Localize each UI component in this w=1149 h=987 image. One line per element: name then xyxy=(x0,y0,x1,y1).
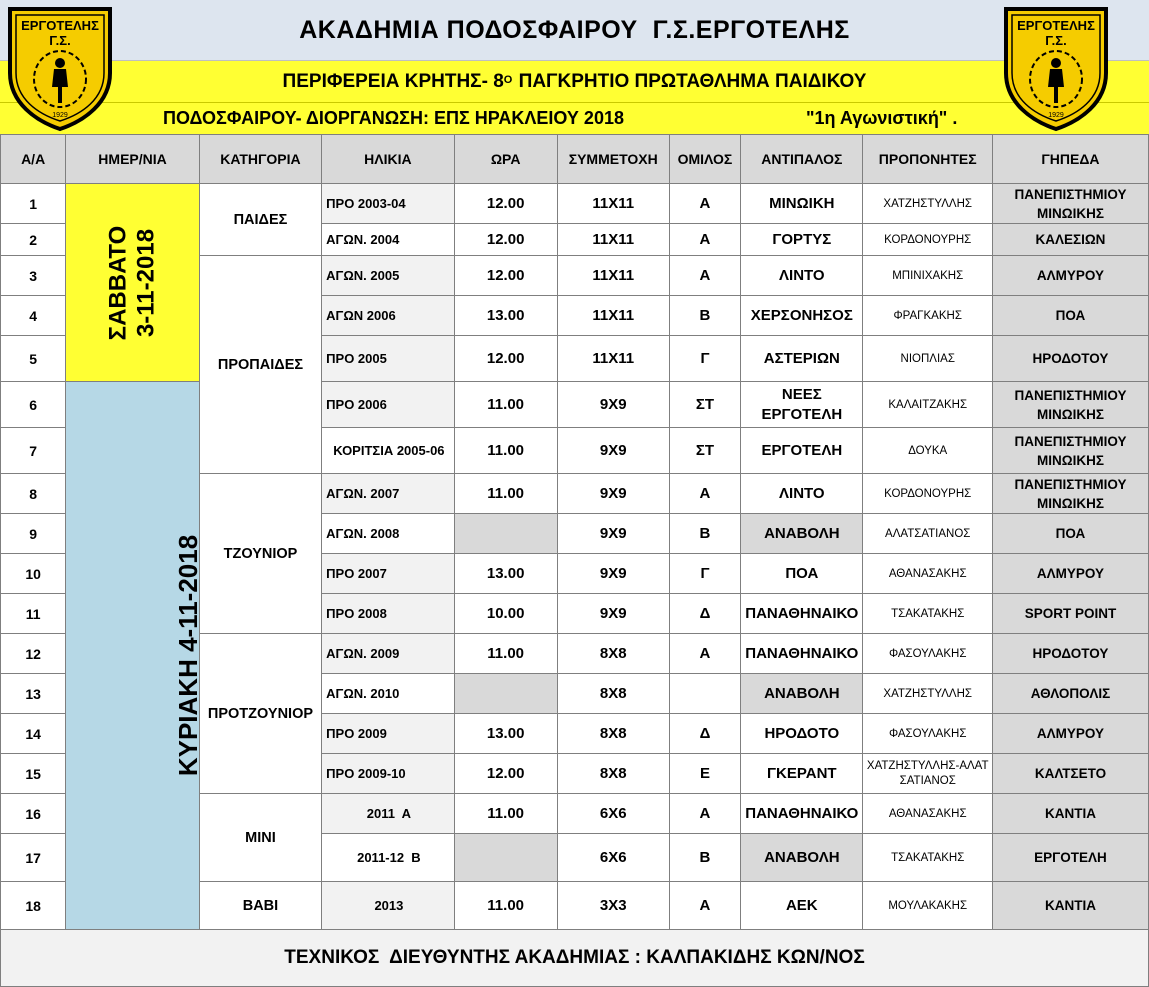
row-number: 10 xyxy=(1,554,66,594)
table-row xyxy=(1,382,1149,428)
time-cell xyxy=(454,514,557,554)
col-header-opponent: ΑΝΤΙΠΑΛΟΣ xyxy=(741,135,863,184)
row-number: 6 xyxy=(1,382,66,428)
age-cell: ΠΡΟ 2003-04 xyxy=(322,184,455,224)
time-cell: 11.00 xyxy=(454,428,557,474)
opponent-cell: ΓΚΕΡΑΝΤ xyxy=(741,754,863,794)
time-cell: 12.00 xyxy=(454,184,557,224)
age-cell: ΑΓΩΝ. 2009 xyxy=(322,634,455,674)
time-cell: 12.00 xyxy=(454,754,557,794)
row-number: 18 xyxy=(1,882,66,930)
group-cell: Α xyxy=(669,256,740,296)
group-cell xyxy=(669,674,740,714)
participation-cell: 11Χ11 xyxy=(557,296,669,336)
group-cell: Δ xyxy=(669,714,740,754)
group-cell: Ε xyxy=(669,754,740,794)
row-number: 14 xyxy=(1,714,66,754)
venue-cell: ΠΟΑ xyxy=(992,296,1148,336)
participation-cell: 9Χ9 xyxy=(557,594,669,634)
coach-cell: ΜΠΙΝΙΧΑΚΗΣ xyxy=(863,256,992,296)
category-propaides: ΠΡΟΠΑΙΔΕΣ xyxy=(199,256,321,474)
participation-cell: 9Χ9 xyxy=(557,514,669,554)
day-sunday-label: ΚΥΡΙΑΚΗ 4-11-2018 xyxy=(173,534,204,777)
opponent-cell: ΕΡΓΟΤΕΛΗ xyxy=(741,428,863,474)
group-cell: Β xyxy=(669,514,740,554)
venue-cell: ΠΑΝΕΠΙΣΤΗΜΙΟΥ ΜΙΝΩΙΚΗΣ xyxy=(992,428,1148,474)
row-number: 5 xyxy=(1,336,66,382)
day-saturday-label: ΣΑΒΒΑΤΟ 3-11-2018 xyxy=(104,225,160,340)
row-number: 4 xyxy=(1,296,66,336)
logo-left-year: 1929 xyxy=(52,112,68,119)
age-cell: ΠΡΟ 2006 xyxy=(322,382,455,428)
opponent-cell: ΠΑΝΑΘΗΝΑΙΚΟ xyxy=(741,794,863,834)
group-cell: Γ xyxy=(669,336,740,382)
schedule-table xyxy=(0,134,1149,930)
time-cell: 12.00 xyxy=(454,336,557,382)
footer-text: ΤΕΧΝΙΚΟΣ ΔΙΕΥΘΥΝΤΗΣ ΑΚΑΔΗΜΙΑΣ : ΚΑΛΠΑΚΙΔΗΣ ΚΩΝ/ΝΟΣ xyxy=(284,947,865,968)
row-number: 3 xyxy=(1,256,66,296)
category-tzounior: ΤΖΟΥΝΙΟΡ xyxy=(199,474,321,634)
opponent-cell: ΧΕΡΣΟΝΗΣΟΣ xyxy=(741,296,863,336)
participation-cell: 11Χ11 xyxy=(557,256,669,296)
participation-cell: 8Χ8 xyxy=(557,674,669,714)
venue-cell: ΚΑΛΕΣΙΩΝ xyxy=(992,224,1148,256)
opponent-cell: ΑΝΑΒΟΛΗ xyxy=(741,674,863,714)
venue-cell: ΠΑΝΕΠΙΣΤΗΜΙΟΥ ΜΙΝΩΙΚΗΣ xyxy=(992,184,1148,224)
age-cell: ΑΓΩΝ. 2004 xyxy=(322,224,455,256)
opponent-cell: ΑΝΑΒΟΛΗ xyxy=(741,514,863,554)
opponent-cell: ΑΣΤΕΡΙΩΝ xyxy=(741,336,863,382)
row-number: 11 xyxy=(1,594,66,634)
organizer-line xyxy=(0,102,1149,134)
page-title-text: ΑΚΑΔΗΜΙΑ ΠΟΔΟΣΦΑΙΡΟΥ Γ.Σ.ΕΡΓΟΤΕΛΗΣ xyxy=(299,15,850,44)
opponent-cell: ΑΝΑΒΟΛΗ xyxy=(741,834,863,882)
participation-cell: 6Χ6 xyxy=(557,834,669,882)
venue-cell: ΠΑΝΕΠΙΣΤΗΜΙΟΥ ΜΙΝΩΙΚΗΣ xyxy=(992,474,1148,514)
category-paides: ΠΑΙΔΕΣ xyxy=(199,184,321,256)
coach-cell: ΧΑΤΖΗΣΤΥΛΛΗΣ-ΑΛΑΤΣΑΤΙΑΝΟΣ xyxy=(863,754,992,794)
round-text: "1η Αγωνιστική" . xyxy=(806,108,958,128)
row-number: 12 xyxy=(1,634,66,674)
col-header-group: ΟΜΙΛΟΣ xyxy=(669,135,740,184)
coach-cell: ΤΣΑΚΑΤΑΚΗΣ xyxy=(863,594,992,634)
coach-cell: ΦΑΣΟΥΛΑΚΗΣ xyxy=(863,634,992,674)
participation-cell: 8Χ8 xyxy=(557,754,669,794)
opponent-cell: ΗΡΟΔΟΤΟ xyxy=(741,714,863,754)
col-header-participation: ΣΥΜΜΕΤΟΧΗ xyxy=(557,135,669,184)
time-cell xyxy=(454,674,557,714)
time-cell: 11.00 xyxy=(454,794,557,834)
group-cell: Γ xyxy=(669,554,740,594)
participation-cell: 11Χ11 xyxy=(557,336,669,382)
group-cell: ΣΤ xyxy=(669,428,740,474)
age-cell: ΠΡΟ 2008 xyxy=(322,594,455,634)
venue-cell: ΠΑΝΕΠΙΣΤΗΜΙΟΥ ΜΙΝΩΙΚΗΣ xyxy=(992,382,1148,428)
time-cell: 11.00 xyxy=(454,882,557,930)
subtitle-before: ΠΕΡΙΦΕΡΕΙΑ ΚΡΗΤΗΣ- 8 xyxy=(282,70,504,92)
page-title xyxy=(0,0,1149,61)
col-header-date: ΗΜΕΡ/ΝΙΑ xyxy=(66,135,200,184)
venue-cell: ΗΡΟΔΟΤΟΥ xyxy=(992,634,1148,674)
participation-cell: 3Χ3 xyxy=(557,882,669,930)
logo-right-year: 1929 xyxy=(1048,112,1064,119)
coach-cell: ΧΑΤΖΗΣΤΥΛΛΗΣ xyxy=(863,184,992,224)
opponent-cell: ΠΑΝΑΘΗΝΑΙΚΟ xyxy=(741,634,863,674)
participation-cell: 6Χ6 xyxy=(557,794,669,834)
participation-cell: 11Χ11 xyxy=(557,184,669,224)
footer-director xyxy=(0,929,1149,987)
row-number: 17 xyxy=(1,834,66,882)
time-cell: 13.00 xyxy=(454,296,557,336)
logo-right-name: ΕΡΓΟΤΕΛΗΣ xyxy=(1017,18,1095,33)
category-bavi: ΒΑΒΙ xyxy=(199,882,321,930)
time-cell: 11.00 xyxy=(454,382,557,428)
group-cell: Α xyxy=(669,474,740,514)
age-cell: ΠΡΟ 2009-10 xyxy=(322,754,455,794)
day-sunday xyxy=(66,382,204,930)
time-cell: 13.00 xyxy=(454,554,557,594)
participation-cell: 8Χ8 xyxy=(557,634,669,674)
col-header-aa: Α/Α xyxy=(1,135,66,184)
group-cell: Α xyxy=(669,224,740,256)
group-cell: Β xyxy=(669,296,740,336)
time-cell: 12.00 xyxy=(454,224,557,256)
row-number: 1 xyxy=(1,184,66,224)
coach-cell: ΑΘΑΝΑΣΑΚΗΣ xyxy=(863,794,992,834)
time-cell: 13.00 xyxy=(454,714,557,754)
day-saturday xyxy=(66,184,200,382)
col-header-coaches: ΠΡΟΠΟΝΗΤΕΣ xyxy=(863,135,992,184)
club-logo-right xyxy=(1000,3,1112,131)
coach-cell: ΑΘΑΝΑΣΑΚΗΣ xyxy=(863,554,992,594)
table-header-row xyxy=(1,135,1149,184)
age-cell: 2011 Α xyxy=(322,794,455,834)
coach-cell: ΚΟΡΔΟΝΟΥΡΗΣ xyxy=(863,474,992,514)
participation-cell: 11Χ11 xyxy=(557,224,669,256)
venue-cell: ΚΑΛΤΣΕΤΟ xyxy=(992,754,1148,794)
age-cell: ΠΡΟ 2007 xyxy=(322,554,455,594)
age-cell: ΑΓΩΝ. 2010 xyxy=(322,674,455,714)
group-cell: Α xyxy=(669,882,740,930)
age-cell: ΑΓΩΝ. 2005 xyxy=(322,256,455,296)
coach-cell: ΑΛΑΤΣΑΤΙΑΝΟΣ xyxy=(863,514,992,554)
category-protzounior: ΠΡΟΤΖΟΥΝΙΟΡ xyxy=(199,634,321,794)
subtitle-line xyxy=(0,61,1149,102)
subtitle-sup: Ο xyxy=(503,73,513,86)
venue-cell: ΕΡΓΟΤΕΛΗ xyxy=(992,834,1148,882)
opponent-cell: ΠΟΑ xyxy=(741,554,863,594)
age-cell: ΠΡΟ 2009 xyxy=(322,714,455,754)
venue-cell: ΑΘΛΟΠΟΛΙΣ xyxy=(992,674,1148,714)
age-cell: ΠΡΟ 2005 xyxy=(322,336,455,382)
row-number: 7 xyxy=(1,428,66,474)
logo-right-abbr: Γ.Σ. xyxy=(1045,33,1067,48)
club-logo-left xyxy=(4,3,116,131)
coach-cell: ΝΙΟΠΛΙΑΣ xyxy=(863,336,992,382)
participation-cell: 9Χ9 xyxy=(557,382,669,428)
row-number: 13 xyxy=(1,674,66,714)
time-cell: 12.00 xyxy=(454,256,557,296)
row-number: 8 xyxy=(1,474,66,514)
venue-cell: SPORT POINT xyxy=(992,594,1148,634)
table-row xyxy=(1,184,1149,224)
age-cell: ΑΓΩΝ. 2008 xyxy=(322,514,455,554)
col-header-category: ΚΑΤΗΓΟΡΙΑ xyxy=(199,135,321,184)
age-cell: ΑΓΩΝ. 2007 xyxy=(322,474,455,514)
opponent-cell: ΓΟΡΤΥΣ xyxy=(741,224,863,256)
opponent-cell: ΑΕΚ xyxy=(741,882,863,930)
venue-cell: ΚΑΝΤΙΑ xyxy=(992,794,1148,834)
category-mini: ΜΙΝΙ xyxy=(199,794,321,882)
coach-cell: ΤΣΑΚΑΤΑΚΗΣ xyxy=(863,834,992,882)
group-cell: Β xyxy=(669,834,740,882)
opponent-cell: ΛΙΝΤΟ xyxy=(741,474,863,514)
age-cell: ΚΟΡΙΤΣΙΑ 2005-06 xyxy=(322,428,455,474)
coach-cell: ΚΟΡΔΟΝΟΥΡΗΣ xyxy=(863,224,992,256)
opponent-cell: ΝΕΕΣ ΕΡΓΟΤΕΛΗ xyxy=(741,382,863,428)
age-cell: ΑΓΩΝ 2006 xyxy=(322,296,455,336)
opponent-cell: ΛΙΝΤΟ xyxy=(741,256,863,296)
row-number: 15 xyxy=(1,754,66,794)
coach-cell: ΚΑΛΑΙΤΖΑΚΗΣ xyxy=(863,382,992,428)
group-cell: Α xyxy=(669,634,740,674)
time-cell: 11.00 xyxy=(454,474,557,514)
venue-cell: ΑΛΜΥΡΟΥ xyxy=(992,256,1148,296)
coach-cell: ΦΡΑΓΚΑΚΗΣ xyxy=(863,296,992,336)
venue-cell: ΑΛΜΥΡΟΥ xyxy=(992,714,1148,754)
participation-cell: 9Χ9 xyxy=(557,428,669,474)
venue-cell: ΚΑΝΤΙΑ xyxy=(992,882,1148,930)
age-cell: 2013 xyxy=(322,882,455,930)
time-cell xyxy=(454,834,557,882)
coach-cell: ΦΑΣΟΥΛΑΚΗΣ xyxy=(863,714,992,754)
venue-cell: ΗΡΟΔΟΤΟΥ xyxy=(992,336,1148,382)
row-number: 2 xyxy=(1,224,66,256)
time-cell: 10.00 xyxy=(454,594,557,634)
group-cell: Α xyxy=(669,184,740,224)
logo-left-name: ΕΡΓΟΤΕΛΗΣ xyxy=(21,18,99,33)
group-cell: ΣΤ xyxy=(669,382,740,428)
coach-cell: ΧΑΤΖΗΣΤΥΛΛΗΣ xyxy=(863,674,992,714)
col-header-venues: ΓΗΠΕΔΑ xyxy=(992,135,1148,184)
col-header-time: ΩΡΑ xyxy=(454,135,557,184)
col-header-age: ΗΛΙΚΙΑ xyxy=(322,135,455,184)
organizer-text: ΠΟΔΟΣΦΑΙΡΟΥ- ΔΙΟΡΓΑΝΩΣΗ: ΕΠΣ ΗΡΑΚΛΕΙΟΥ 2018 xyxy=(163,108,624,128)
participation-cell: 9Χ9 xyxy=(557,554,669,594)
time-cell: 11.00 xyxy=(454,634,557,674)
group-cell: Δ xyxy=(669,594,740,634)
participation-cell: 8Χ8 xyxy=(557,714,669,754)
coach-cell: ΔΟΥΚΑ xyxy=(863,428,992,474)
group-cell: Α xyxy=(669,794,740,834)
age-cell: 2011-12 Β xyxy=(322,834,455,882)
row-number: 16 xyxy=(1,794,66,834)
coach-cell: ΜΟΥΛΑΚΑΚΗΣ xyxy=(863,882,992,930)
row-number: 9 xyxy=(1,514,66,554)
opponent-cell: ΠΑΝΑΘΗΝΑΙΚΟ xyxy=(741,594,863,634)
participation-cell: 9Χ9 xyxy=(557,474,669,514)
logo-left-abbr: Γ.Σ. xyxy=(49,33,71,48)
opponent-cell: ΜΙΝΩΙΚΗ xyxy=(741,184,863,224)
venue-cell: ΠΟΑ xyxy=(992,514,1148,554)
subtitle-after: ΠΑΓΚΡΗΤΙΟ ΠΡΩΤΑΘΛΗΜΑ ΠΑΙΔΙΚΟΥ xyxy=(513,70,867,92)
venue-cell: ΑΛΜΥΡΟΥ xyxy=(992,554,1148,594)
